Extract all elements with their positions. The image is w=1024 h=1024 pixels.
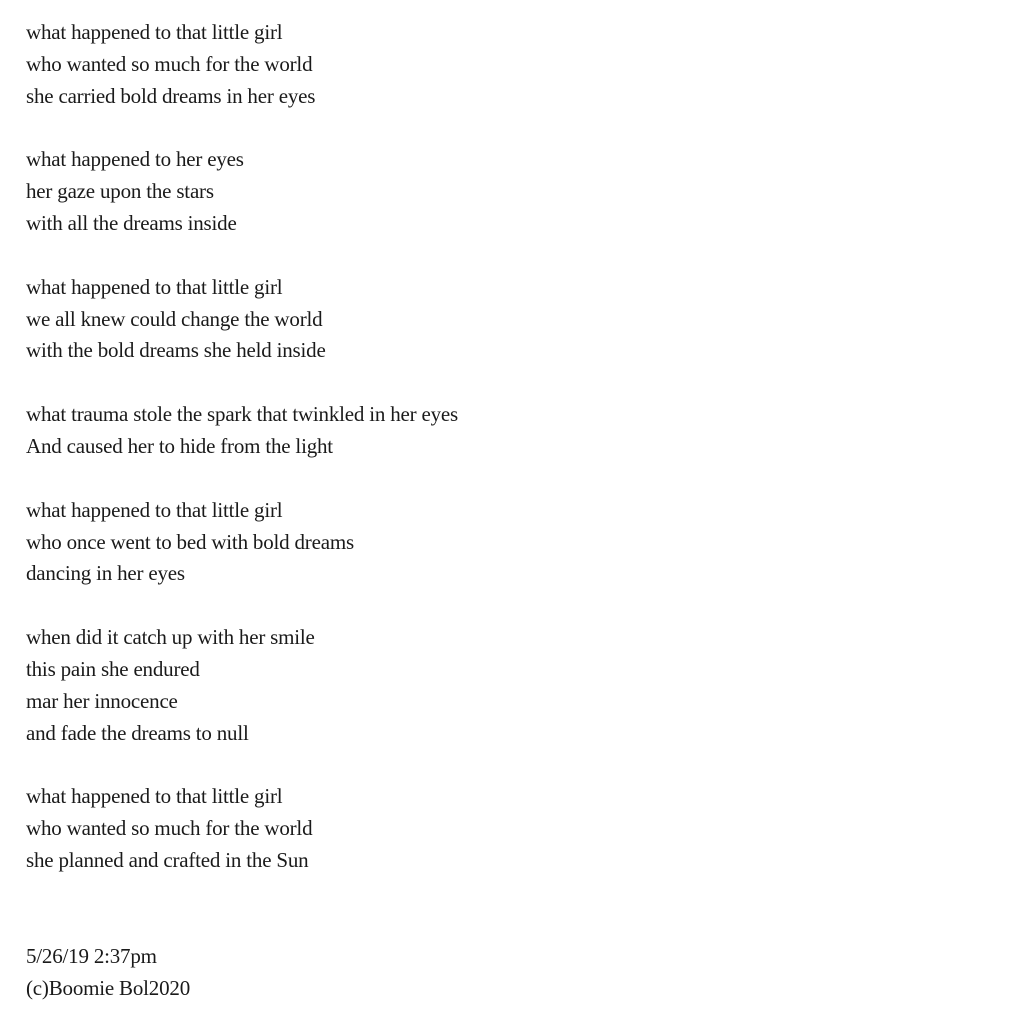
poem-line: what trauma stole the spark that twinkled in her eyes (26, 402, 459, 427)
timestamp: 5/26/19 2:37pm (26, 944, 157, 968)
poem-line: she carried bold dreams in her eyes (26, 83, 316, 108)
stanza-6 (26, 622, 1006, 749)
poem-line: And caused her to hide from the light (26, 433, 333, 458)
poem-line: what happened to that little girl (26, 20, 283, 44)
poem-line: who wanted so much for the world (26, 816, 313, 841)
stanza-2 (26, 144, 1006, 239)
copyright-notice: (c)Boomie Bol2020 (26, 975, 190, 1000)
stanza-3 (26, 272, 1006, 367)
poem-line: dancing in her eyes (26, 561, 185, 586)
poem-line: her gaze upon the stars (26, 179, 214, 204)
poem-line: what happened to that little girl (26, 497, 283, 522)
poem-body (26, 17, 1006, 909)
stanza-1 (26, 17, 1006, 112)
poem-line: what happened to her eyes (26, 147, 244, 172)
poem-footer (26, 941, 190, 1005)
stanza-4 (26, 399, 1006, 463)
poem-line: with all the dreams inside (26, 210, 237, 235)
stanza-5 (26, 495, 1006, 590)
poem-line: when did it catch up with her smile (26, 625, 315, 650)
poem-line: mar her innocence (26, 688, 178, 713)
poem-line: what happened to that little girl (26, 274, 283, 299)
poem-line: who once went to bed with bold dreams (26, 529, 354, 554)
poem-line: what happened to that little girl (26, 784, 283, 809)
stanza-7 (26, 781, 1006, 876)
poem-line: and fade the dreams to null (26, 720, 249, 745)
poem-line: she planned and crafted in the Sun (26, 847, 309, 872)
poem-line: this pain she endured (26, 656, 200, 681)
poem-line: we all knew could change the world (26, 306, 323, 331)
poem-line: with the bold dreams she held inside (26, 338, 326, 363)
poem-line: who wanted so much for the world (26, 51, 313, 76)
